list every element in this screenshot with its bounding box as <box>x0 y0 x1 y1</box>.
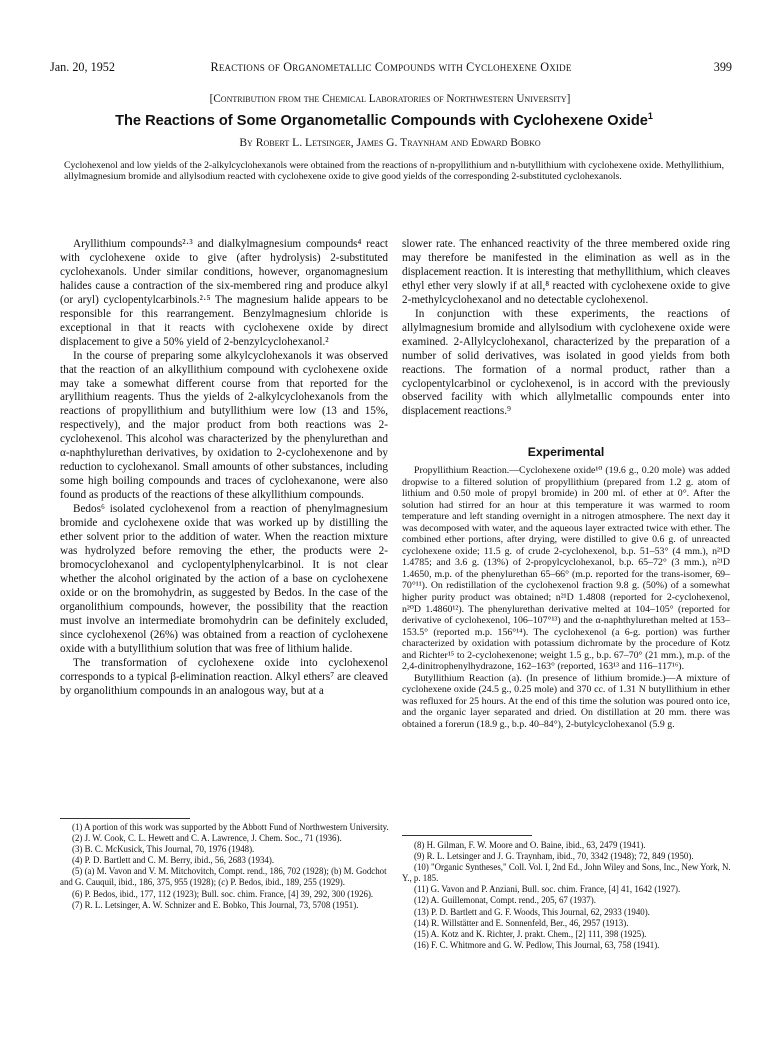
footnote: (7) R. L. Letsinger, A. W. Schnizer and E. Bobko, This Journal, 73, 5708 (1951). <box>72 899 359 910</box>
title-footnote-marker: 1 <box>647 111 653 121</box>
footnote: (1) A portion of this work was supported by the Abbott Fund of Northwestern University. <box>72 822 389 832</box>
body-paragraph: Bedos⁶ isolated cyclohexenol from a reaction of phenylmagnesium bromide and cyclohexene oxide that was worked up by distilling the ether solvent prior to the addition of water. When the reaction mixture was hydrolyzed before removing the ether, the products were 2-bromocyclohexanol and cyclopentylphenylcarbinol. It is not clear whether the alcohol originated by the action of a base on cyclohexene oxide or on the bromohydrin, as suggested by Bedos. In the case of the organolithium compounds, however, the possibility that the reaction must involve an intermediate bromohydrin can be definitely excluded, since cyclohexenol (26%) was obtained from a reaction of cyclohexene oxide with a butyllithium solution that was free of lithium halide. <box>60 503 388 655</box>
body-paragraph: In the course of preparing some alkylcyclohexanols it was observed that the reaction of an alkyllithium compound with cyclohexene oxide may take a somewhat different course from that reported for the aryllithium reagents. Thus the yields of 2-alkylcyclohexanols from the reactions of propyllithium and butyllithium were low (13 and 15%, respectively), and the major product from both reactions was 2-cyclohexenol. This alcohol was characterized by the phenylurethan and α-naphthylurethan derivatives, by oxidation to 2-cyclohexenone and by reduction to cyclohexanol. Small amounts of other substances, including some high boiling compounds and traces of cyclohexanone, were also found as products of the reactions of these alkyllithium compounds. <box>60 349 388 502</box>
body-paragraph: The transformation of cyclohexene oxide into cyclohexenol corresponds to a typical β-elimination reaction. Alkyl ethers⁷ are cleaved by organolithium compounds in an analogous way, but at a <box>60 656 388 697</box>
article-title-text: The Reactions of Some Organometallic Compounds with Cyclohexene Oxide <box>115 112 648 129</box>
footnote: (11) G. Vavon and P. Anziani, Bull. soc. chim. France, [4] 41, 1642 (1927). <box>414 884 681 895</box>
body-right-column <box>402 238 730 419</box>
experimental-section <box>402 465 730 731</box>
body-paragraph: slower rate. The enhanced reactivity of the three membered oxide ring may therefore be manifested in the elimination as well as in the displacement reaction. It is interesting that methyllithium, which cleaves ethyl ether very slowly if at all,⁸ reacted with cyclohexene oxide to give 2-methylcyclohexanol and no detectable cyclohexenol. <box>402 238 730 306</box>
running-header <box>50 60 732 76</box>
footnote: (8) H. Gilman, F. W. Moore and O. Baine, ibid., 63, 2479 (1941). <box>414 840 646 850</box>
footnote: (9) R. L. Letsinger and J. G. Traynham, ibid., 70, 3342 (1948); 72, 849 (1950). <box>414 851 694 862</box>
article-title <box>20 111 748 129</box>
footnote: (16) F. C. Whitmore and G. W. Pedlow, This Journal, 63, 758 (1941). <box>414 939 660 950</box>
footnote-divider <box>60 818 190 819</box>
author-line: By Robert L. Letsinger, James G. Traynham and Edward Bobko <box>239 136 541 149</box>
footnote: (5) (a) M. Vavon and V. M. Mitchovitch, Compt. rend., 186, 702 (1928); (b) M. Godchot and G. Cauquil, ibid., 186, 375, 955 (1928); (c) P. Bedos, ibid., 189, 255 (1929). <box>60 866 387 888</box>
footnote: (2) J. W. Cook, C. L. Hewett and C. A. Lawrence, J. Chem. Soc., 71 (1936). <box>72 833 342 844</box>
footnote: (15) A. Kotz and K. Richter, J. prakt. Chem., [2] 111, 398 (1925). <box>414 928 647 939</box>
body-left-column <box>60 238 388 698</box>
experimental-paragraph: Butyllithium Reaction (a). (In presence of lithium bromide.)—A mixture of cyclohexene oxide (24.5 g., 0.25 mole) and 370 cc. of 1.31 N butyllithium in ether was refluxed for 25 hours. At the end of this time the solution was poured onto ice, and the organic layer separated and dried. On distillation at 20 mm. there was obtained a forerun (18.9 g., b.p. 40–84°), 2-butylcyclohexanol (5.9 g. <box>402 672 730 731</box>
abstract: Cyclohexenol and low yields of the 2-alkylcyclohexanols were obtained from the reactions of n-propyllithium and n-butyllithium with cyclohexene oxide. Methyllithium, allylmagnesium bromide and allylsodium reacted with cyclohexene oxide to give good yields of the corresponding 2-substituted cyclohexanols. <box>64 160 724 183</box>
footnote: (3) B. C. McKusick, This Journal, 70, 1976 (1948). <box>72 844 255 855</box>
footnote: (12) A. Guillemonat, Compt. rend., 205, 67 (1937). <box>414 895 596 906</box>
footnote-divider <box>402 835 532 836</box>
footnote: (4) P. D. Bartlett and C. M. Berry, ibid., 56, 2683 (1934). <box>72 855 275 866</box>
header-date: Jan. 20, 1952 <box>50 60 115 74</box>
body-paragraph: In conjunction with these experiments, the reactions of allylmagnesium bromide and allylsodium with cyclohexene oxide were examined. 2-Allylcyclohexanol, characterized by the preparation of a number of solid derivatives, was isolated in good yields from both reactions. The formation of a normal product, rather than a cyclopentylcarbinol or cyclohexenol, is in accord with the previously observed facility with which allylmetallic compounds enter into displacement reactions.⁹ <box>402 307 730 418</box>
footnotes-right <box>402 840 732 951</box>
experimental-paragraph: Propyllithium Reaction.—Cyclohexene oxide¹⁰ (19.6 g., 0.20 mole) was added dropwise to a filtered solution of propyllithium (prepared from 1.2 g. atom of lithium and 0.50 mole of propyl bromide) in 200 ml. of ether at 0°. After the solution had stirred for an hour at this temperature it was warmed to room temperature and left standing overnight in a nitrogen atmosphere. The next day it was decomposed with water, and the aqueous layer extracted twice with ether. The combined ether portions, after drying, were distilled to give 0.6 g. of unreacted cyclohexene oxide; 11.5 g. of crude 2-cyclohexenol, b.p. 51–53° (4 mm.), n²¹D 1.4785; and 3.6 g. (13%) of 2-propylcyclohexanol, b.p. 65–72° (3 mm.), n²¹D 1.4650, m.p. of the phenylurethan 65–66° (m.p. reported for the trans-isomer, 69–70°¹¹). On redistillation of the cyclohexenol fraction 9.8 g. (50%) of a somewhat higher purity product was obtained; n²¹D 1.4808 (reported for 2-cyclohexenol, n²⁰D 1.4860¹²). The phenylurethan derivative melted at 104–105° (reported for derivative of cyclohexenol, 106–107°¹³) and the α-naphthylurethan melted at 153–153.5° (reported m.p. 156°¹⁴). The cyclohexenol (a 6-g. portion) was further characterized by oxidation with potassium dichromate by the procedure of Kotz and Richter¹⁵ to 2-cyclohexenone; weight 1.5 g., b.p. 67–70° (21 mm.), m.p. of the 2,4-dinitrophenylhydrazone, 162–163° (reported, 163¹³ and 116–117¹⁶). <box>402 465 730 673</box>
footnote: (10) "Organic Syntheses," Coll. Vol. I, 2nd Ed., John Wiley and Sons, Inc., New York, N. Y., p. 185. <box>402 862 731 884</box>
section-heading-experimental: Experimental <box>527 445 605 459</box>
footnote: (13) P. D. Bartlett and G. F. Woods, This Journal, 62, 2933 (1940). <box>414 906 650 917</box>
footnotes-left <box>60 822 390 911</box>
contribution-line: [Contribution from the Chemical Laboratories of Northwestern University] <box>209 93 571 105</box>
header-page-number: 399 <box>713 60 732 74</box>
footnote: (14) R. Willstätter and E. Sonnenfeld, Ber., 46, 2957 (1913). <box>414 917 629 928</box>
body-paragraph: Aryllithium compounds²·³ and dialkylmagnesium compounds⁴ react with cyclohexene oxide to give (after hydrolysis) 2-substituted cyclohexanols. Under similar conditions, however, organomagnesium halides cause a contraction of the six-membered ring and produce alkyl (or aryl) cyclopentylcarbinols.²·⁵ The magnesium halide appears to be responsible for this rearrangement. Benzylmagnesium chloride is exceptional in that it reacts with cyclohexene oxide by direct displacement to give a 50% yield of 2-benzylcyclohexanol.² <box>60 238 388 348</box>
footnote: (6) P. Bedos, ibid., 177, 112 (1923); Bull. soc. chim. France, [4] 39, 292, 300 (1926). <box>72 888 374 899</box>
header-running-title: Reactions of Organometallic Compounds with Cyclohexene Oxide <box>210 60 572 74</box>
